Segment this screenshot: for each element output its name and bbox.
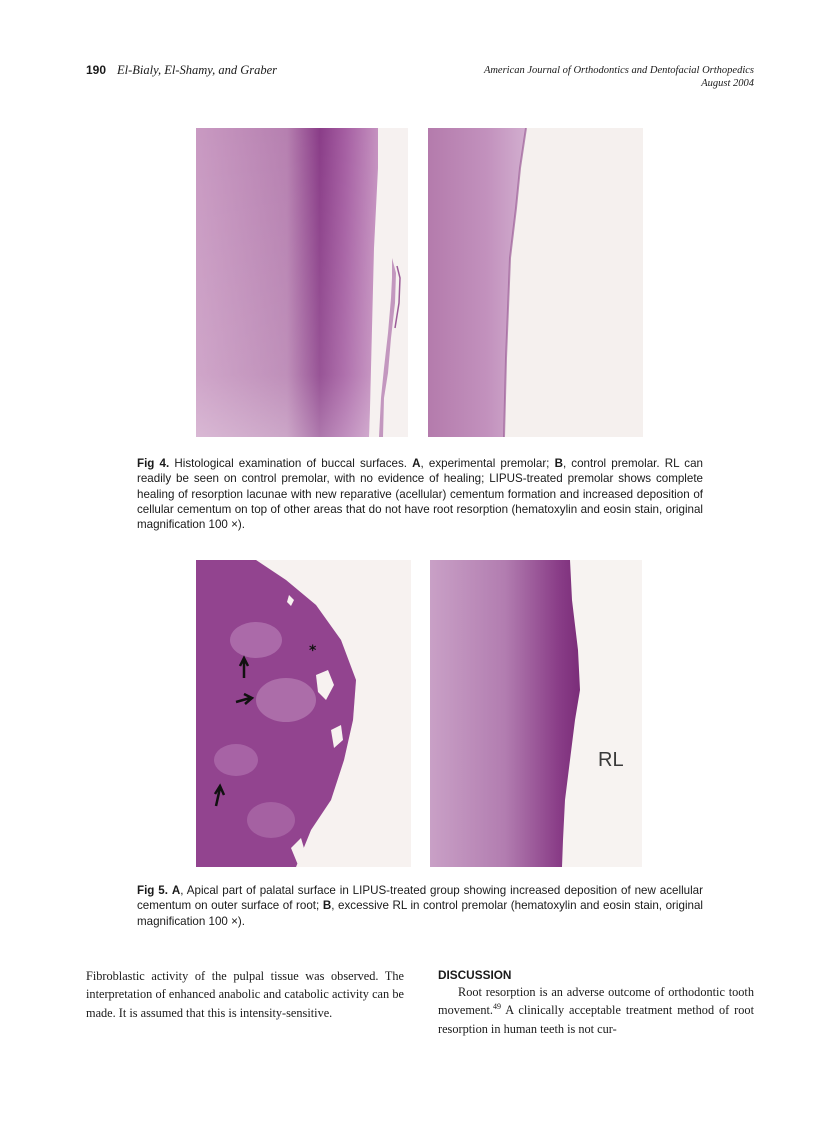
fig4-a-label: A (412, 457, 421, 470)
discussion-section (438, 967, 754, 1038)
discussion-text-end: A clinically acceptable treatment method of root resorption in human teeth is not cur- (438, 1003, 754, 1036)
fig4-a-text: , experimental premolar; (420, 457, 550, 470)
fig5-caption (137, 883, 703, 929)
fig5-a-label: A (171, 884, 181, 897)
fig5-rl-annotation: RL (598, 749, 624, 771)
fig5-panel-a-micrograph (196, 560, 411, 867)
fig4-caption-intro: Histological examination of buccal surfaces. (174, 457, 407, 470)
fig4-panel-b-micrograph (428, 128, 643, 437)
fig4-b-text: , control premolar. RL can readily be seen on control premolar, with no evidence of healing; LIPUS-treated premolar shows complete healing of resorption lacunae with new reparative (acellular) cementum formation and increased deposition of cellular cementum on top of other areas that do not have root resorption (hematoxylin and eosin stain, original magnification 100 ×). (137, 457, 703, 532)
reference-49: 49 (492, 1002, 501, 1012)
fig5-a-text: , Apical part of palatal surface in LIPUS-treated group showing increased deposition of new acellular cementum on outer surface of root; (137, 884, 703, 913)
fig5-b-text: , excessive RL in control premolar (hematoxylin and eosin stain, original magnification 100 ×). (137, 899, 703, 928)
journal-title: American Journal of Orthodontics and Dentofacial Orthopedics (483, 65, 754, 76)
discussion-paragraph (438, 983, 754, 1038)
fig4-label: Fig 4. (137, 457, 170, 470)
fig5-panel-b-micrograph (430, 560, 642, 867)
fig4-b-label: B (554, 457, 563, 470)
fig5-asterisk-annotation: * (309, 643, 317, 659)
fig4-caption (137, 456, 703, 532)
page-number: 190 (86, 63, 107, 77)
discussion-heading: DISCUSSION (438, 968, 512, 982)
body-left-paragraph: Fibroblastic activity of the pulpal tissue was observed. The interpretation of enhanced anabolic and catabolic activity can be made. It is assumed that this is intensity-sensitive. (86, 969, 404, 1020)
fig5-label: Fig 5. (137, 884, 168, 897)
running-authors: El-Bialy, El-Shamy, and Graber (117, 63, 278, 77)
issue-date: August 2004 (701, 78, 754, 89)
fig4-panel-a-micrograph (196, 128, 408, 437)
fig5-b-label: B (322, 899, 332, 913)
discussion-text-start: Root resorption is an adverse outcome of orthodontic tooth movement. (438, 985, 754, 1018)
journal-header (484, 64, 754, 90)
